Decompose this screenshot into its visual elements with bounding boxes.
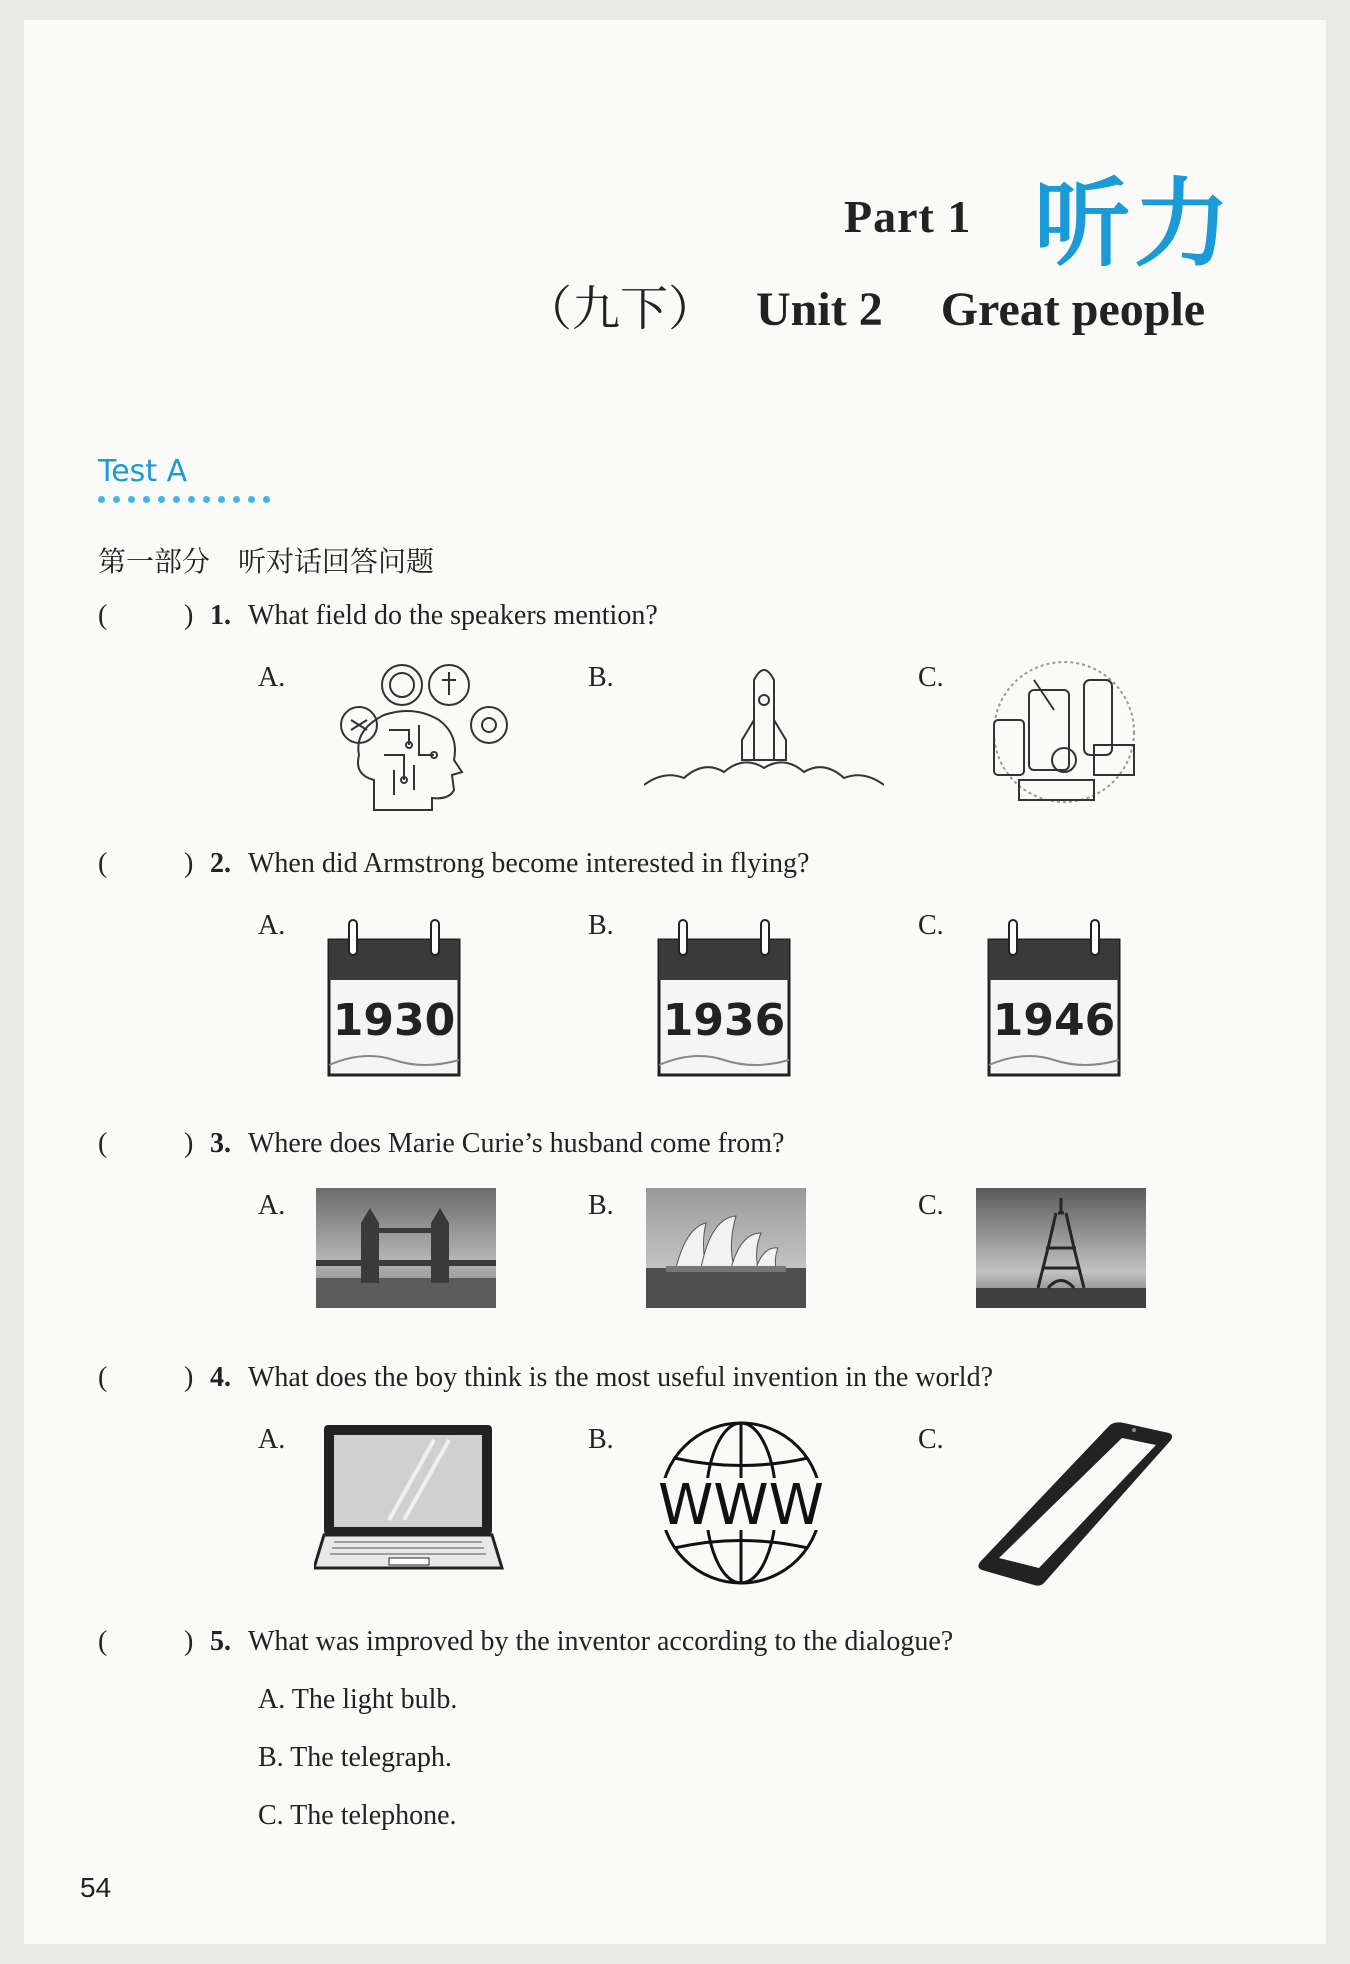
option-letter: C. [918,1424,944,1455]
question-text: Where does Marie Curie’s husband come from? [248,1128,785,1159]
question-number: 2. [210,848,231,879]
answer-blank-open[interactable]: ( [98,848,108,879]
question-1 [98,600,658,632]
option-letter: A. [258,1190,286,1221]
answer-blank-close: ) [184,848,194,879]
question-number: 5. [210,1626,231,1657]
question-number: 3. [210,1128,231,1159]
answer-blank-open[interactable]: ( [98,1362,108,1393]
eiffel-tower-photo[interactable] [976,1188,1146,1308]
rocket-launch-icon[interactable] [644,660,884,800]
calendar-icon[interactable] [654,910,794,1080]
sydney-opera-house-photo[interactable] [646,1188,806,1308]
www-label: WWW [657,1473,825,1538]
smartphone-icon[interactable] [974,1418,1174,1588]
option-letter: C. [918,1190,944,1221]
option-letter: C. [918,662,944,693]
answer-blank-open[interactable]: ( [98,600,108,631]
question-number: 1. [210,600,231,631]
answer-option-c[interactable]: C. The telephone. [258,1800,457,1831]
chemistry-bottles-icon[interactable] [974,660,1154,810]
question-text: When did Armstrong become interested in flying? [248,848,810,879]
calendar-year: 1930 [332,995,456,1046]
option-letter: A. [258,1424,286,1455]
question-4 [98,1362,993,1394]
option-letter: A. [258,910,286,941]
grade-label: （九下） [524,281,717,337]
question-number: 4. [210,1362,231,1393]
option-letter: B. [588,1190,614,1221]
tower-bridge-photo[interactable] [316,1188,496,1308]
part-title-cn: 听力 [1034,168,1234,280]
answer-blank-close: ) [184,600,194,631]
option-letter: B. [588,910,614,941]
page-number: 54 [80,1872,112,1903]
dotted-underline [98,496,270,503]
question-2 [98,848,809,880]
calendar-icon[interactable] [984,910,1124,1080]
question-text: What field do the speakers mention? [248,600,658,631]
unit-title: Great people [940,283,1206,336]
section-title: 第一部分 听对话回答问题 [98,545,435,578]
option-letter: B. [588,662,614,693]
question-5 [98,1626,953,1658]
answer-blank-open[interactable]: ( [98,1128,108,1159]
test-title: Test A [98,454,188,489]
answer-blank-close: ) [184,1362,194,1393]
answer-option-b[interactable]: B. The telegraph. [258,1742,452,1773]
answer-blank-close: ) [184,1626,194,1657]
answer-blank-open[interactable]: ( [98,1626,108,1657]
answer-blank-close: ) [184,1128,194,1159]
option-letter: B. [588,1424,614,1455]
unit-heading [524,270,1205,339]
option-letter: C. [918,910,944,941]
calendar-year: 1936 [662,995,786,1046]
laptop-icon[interactable] [314,1420,504,1580]
www-globe-icon[interactable] [646,1418,836,1588]
calendar-icon[interactable] [324,910,464,1080]
unit-label: Unit 2 [756,283,883,336]
page [24,20,1326,1944]
part-label: Part 1 [844,191,972,242]
brain-technology-icon[interactable] [314,660,514,830]
question-3 [98,1128,784,1160]
question-text: What does the boy think is the most useful invention in the world? [248,1362,993,1393]
option-letter: A. [258,662,286,693]
answer-option-a[interactable]: A. The light bulb. [258,1684,458,1715]
question-text: What was improved by the inventor according to the dialogue? [248,1626,954,1657]
calendar-year: 1946 [992,995,1116,1046]
